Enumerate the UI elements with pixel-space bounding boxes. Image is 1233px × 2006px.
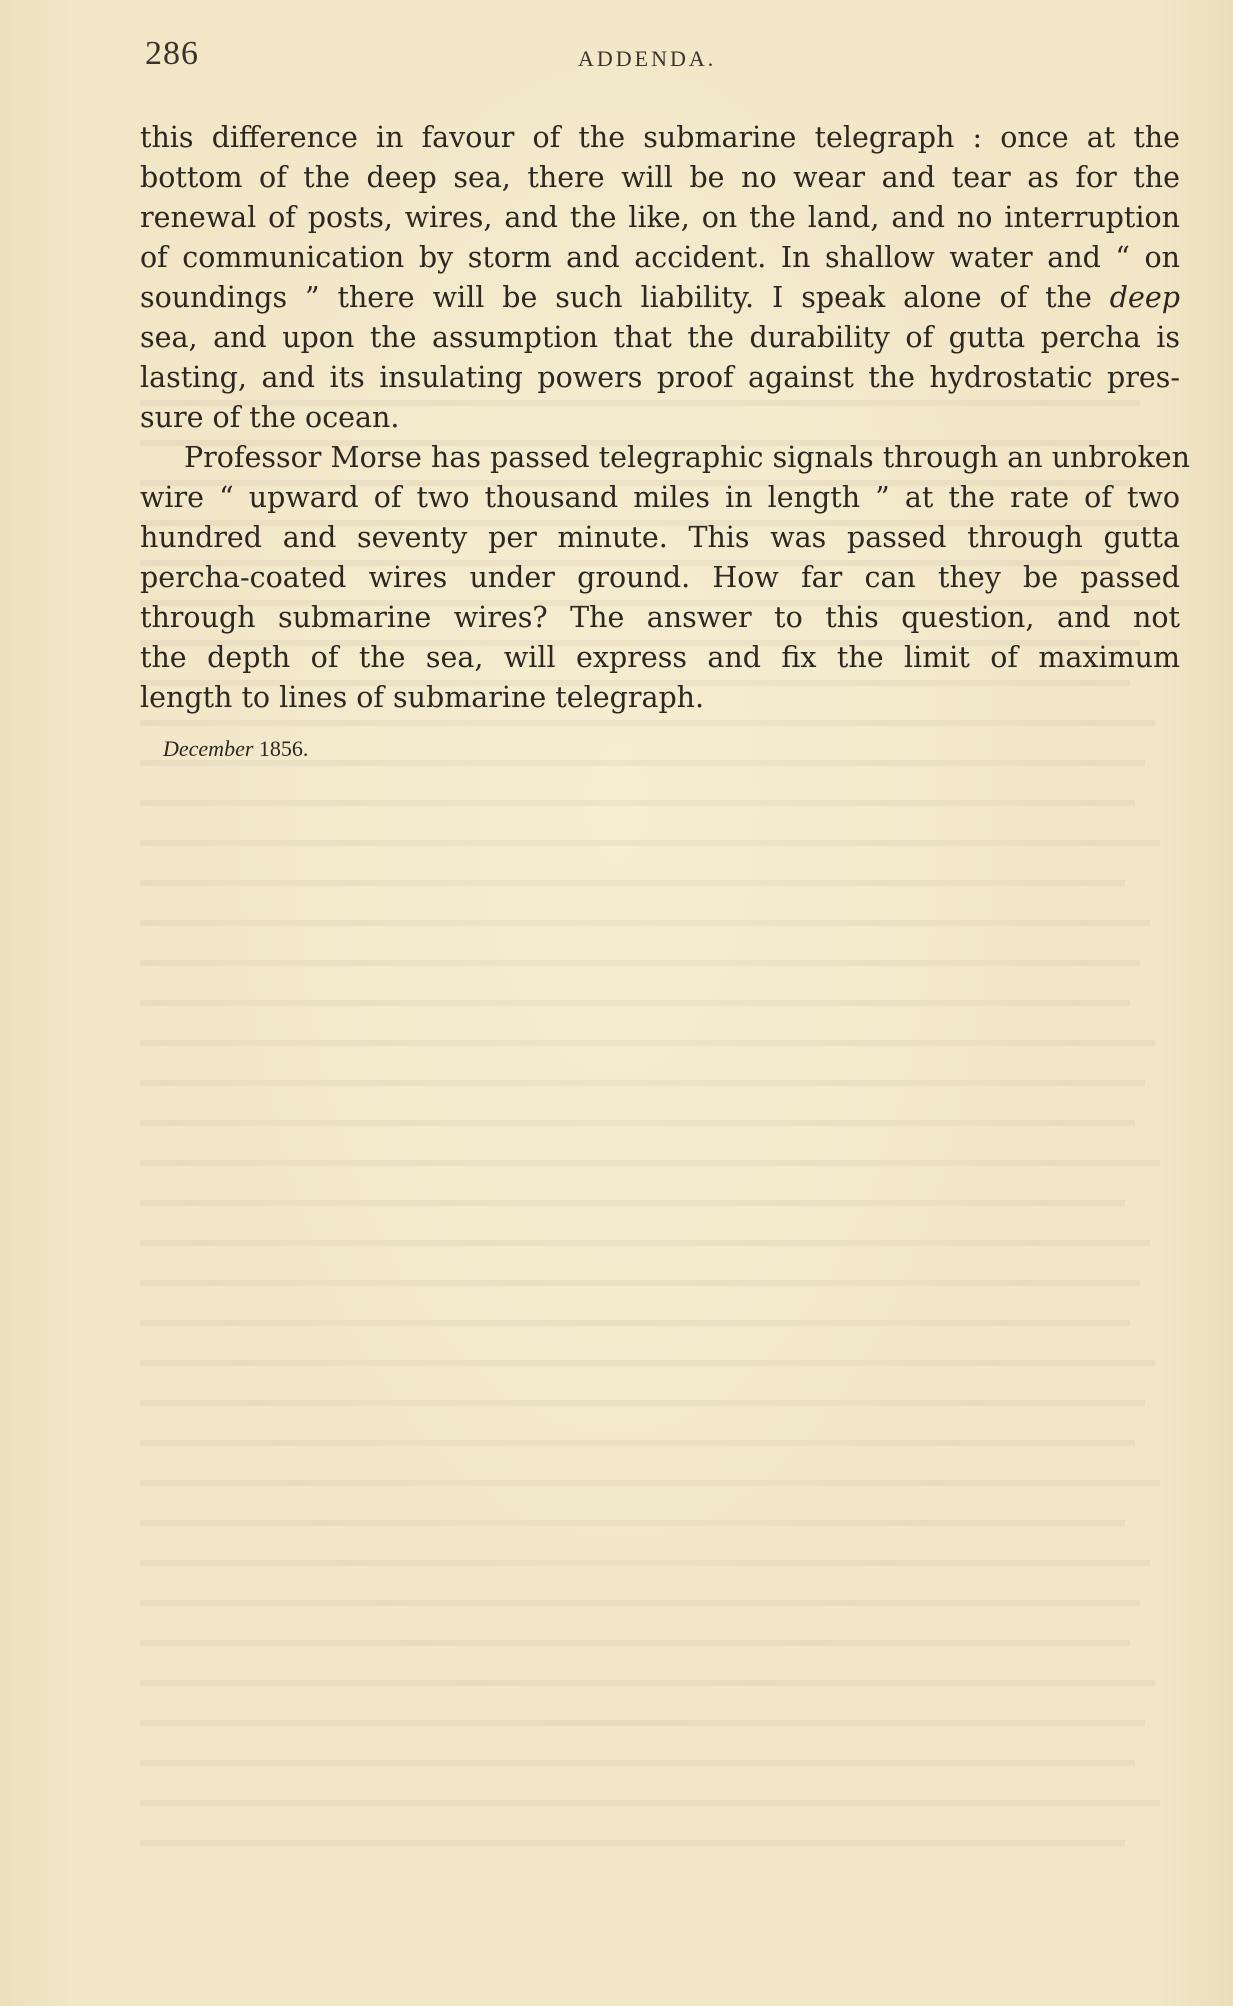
text-line: sea, and upon the assumption that the durability of gutta percha is: [140, 321, 1180, 354]
text-line: Professor Morse has passed telegraphic signals through an unbroken: [184, 441, 1190, 474]
text-line: of communication by storm and accident. In shallow water and “ on: [140, 241, 1180, 274]
text-line: percha-coated wires under ground. How far can they be passed: [140, 561, 1180, 594]
text-line: wire “ upward of two thousand miles in length ” at the rate of two: [140, 481, 1180, 514]
text-line: the depth of the sea, will express and fix the limit of maximum: [140, 641, 1180, 674]
text-line: lasting, and its insulating powers proof against the hydrostatic pres-: [140, 361, 1180, 394]
page-number: 286: [145, 35, 199, 72]
text-line: this difference in favour of the submarine telegraph : once at the: [140, 121, 1180, 154]
text-line: bottom of the deep sea, there will be no wear and tear as for the: [140, 161, 1180, 194]
running-title: ADDENDA.: [578, 46, 717, 71]
paragraph-2: [140, 438, 1190, 718]
text-line-with-italic: [140, 278, 1180, 318]
paragraph-1: [140, 118, 1180, 438]
text-segment: soundings ” there will be such liability. I speak alone of the: [140, 281, 1110, 314]
text-line: renewal of posts, wires, and the like, on the land, and no interruption: [140, 201, 1180, 234]
running-head: [140, 30, 1180, 80]
body-text: [140, 118, 1190, 718]
text-line: hundred and seventy per minute. This was passed through gutta: [140, 521, 1180, 554]
dateline-month: December: [163, 736, 254, 761]
text-line: through submarine wires? The answer to this question, and not: [140, 601, 1180, 634]
italic-word: deep: [1109, 281, 1180, 314]
text-line: sure of the ocean.: [140, 401, 400, 434]
dateline: [163, 736, 308, 762]
dateline-year: 1856.: [258, 736, 309, 761]
text-line: length to lines of submarine telegraph.: [140, 681, 705, 714]
